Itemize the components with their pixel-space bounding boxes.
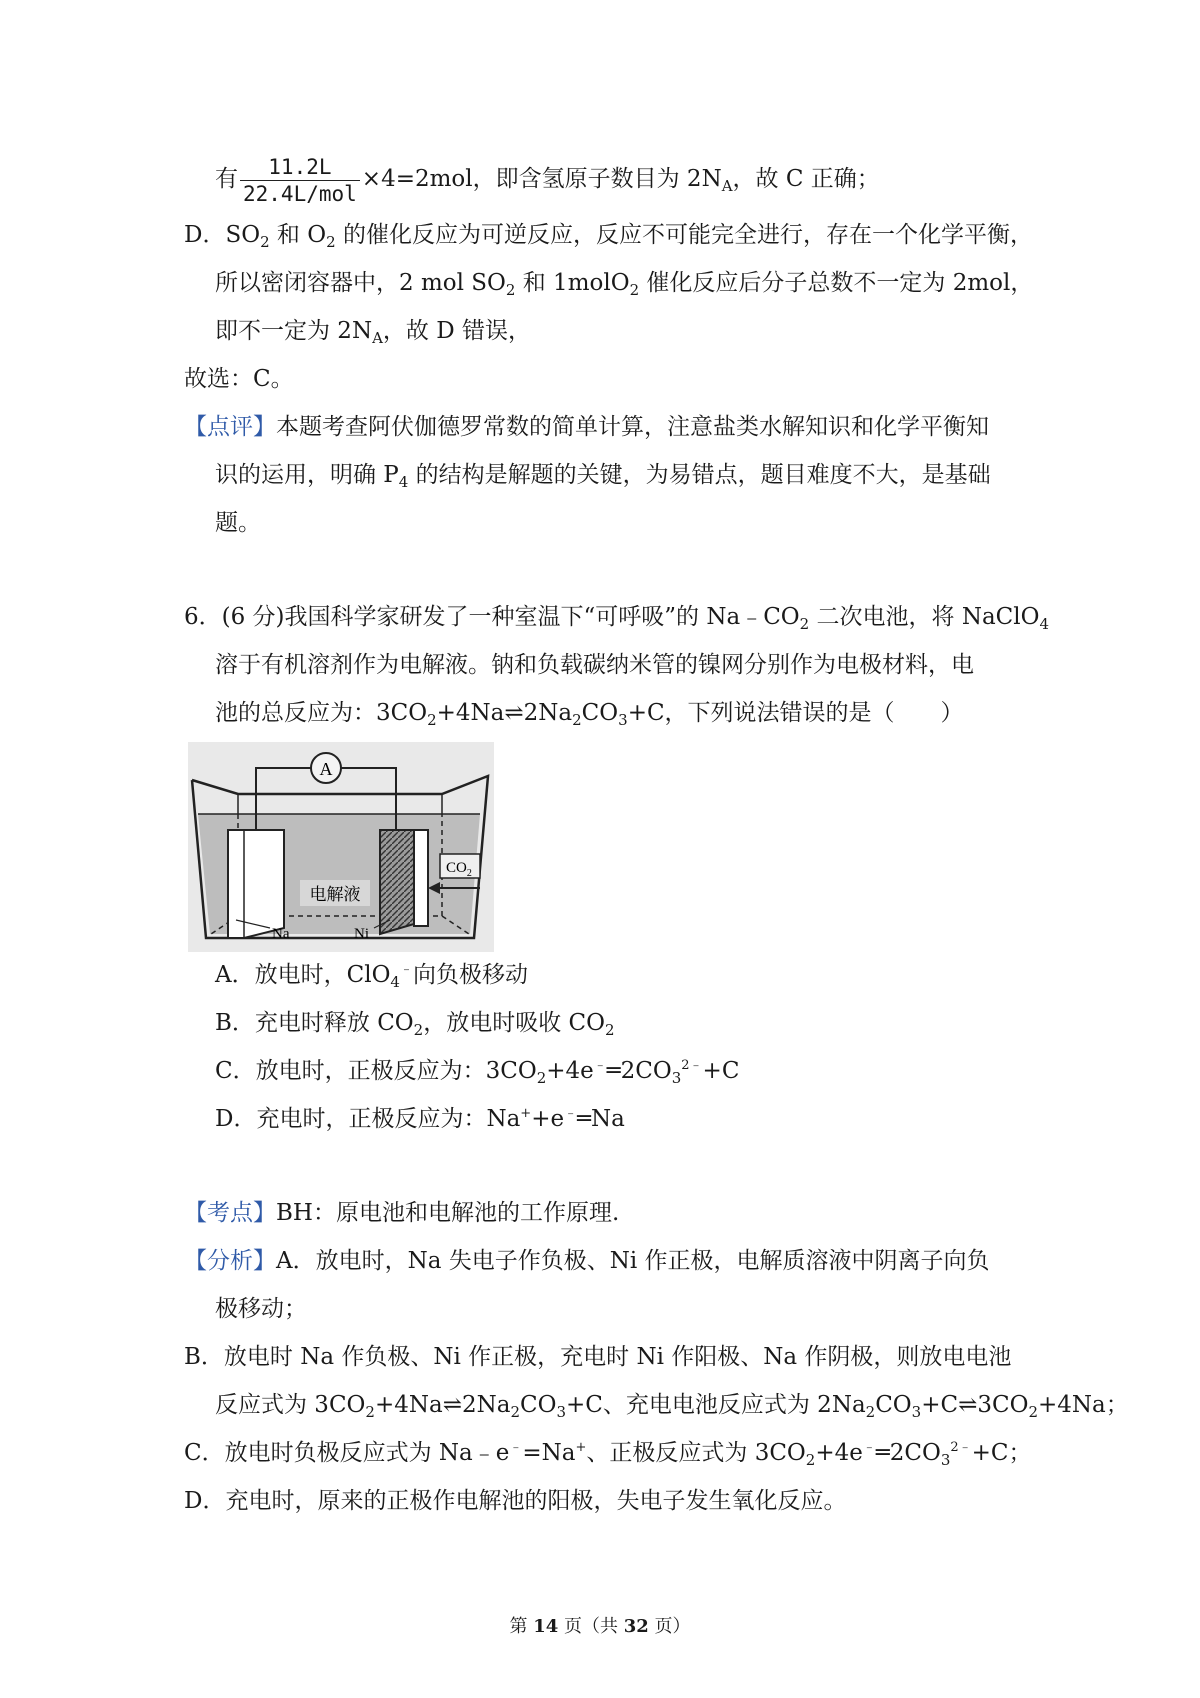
subscript: 2	[865, 1403, 876, 1421]
text: ，故 D 错误，	[382, 318, 531, 344]
fenxi-d-line: D．充电时，原来的正极作电解池的阳极，失电子发生氧化反应。	[184, 1488, 847, 1514]
fenxi-line-2: 极移动；	[215, 1296, 307, 1322]
superscript: 2﹣	[950, 1440, 972, 1455]
superscript: ﹣	[399, 962, 413, 977]
text: CO	[581, 700, 619, 726]
text: 反应式为 3CO	[215, 1392, 366, 1418]
text: =Na	[522, 1440, 576, 1466]
question-line-2: 溶于有机溶剂作为电解液。钠和负载碳纳米管的镍网分别作为电极材料，电	[215, 652, 974, 678]
text: +4Na；	[1038, 1392, 1129, 1418]
subscript: A	[372, 329, 383, 347]
subscript: 2	[799, 615, 810, 633]
text: ═Na	[577, 1106, 625, 1132]
text: 的催化反应为可逆反应，反应不可能完全进行，存在一个化学平衡，	[335, 222, 1033, 248]
choice-c	[215, 1056, 739, 1086]
co2-label: $CO_2$	[446, 860, 472, 879]
text: A．放电时，ClO	[215, 962, 391, 988]
text: 的结构是解题的关键，为易错点，题目难度不大，是基础	[408, 462, 991, 488]
fraction	[240, 154, 360, 207]
text: +C，下列说法错误的是（ ）	[627, 700, 964, 726]
subscript: 2	[365, 1403, 375, 1421]
fenxi-b-line-2	[215, 1390, 1129, 1420]
subscript: 3	[556, 1403, 566, 1421]
text: D．充电时，正极反应为：Na	[215, 1106, 521, 1132]
comment-tag: 【点评】	[184, 414, 276, 440]
subscript: 3	[940, 1451, 951, 1469]
subscript: 2	[1028, 1403, 1038, 1421]
superscript: ﹣	[593, 1058, 607, 1073]
subscript: 3	[618, 711, 628, 729]
fraction-numerator: 11.2L	[240, 154, 360, 181]
subscript: A	[721, 177, 733, 195]
option-d-line-2	[215, 268, 1033, 298]
page-footer	[0, 1612, 1200, 1638]
text: +C⇌3CO	[921, 1392, 1029, 1418]
subscript: 2	[413, 1021, 424, 1039]
text: D．SO	[184, 222, 261, 248]
text: CO	[519, 1392, 557, 1418]
choice-d	[215, 1104, 625, 1134]
superscript: ﹣	[862, 1440, 876, 1455]
text: 6．(6 分)我国科学家研发了一种室温下“可呼吸”的 Na﹣CO	[184, 604, 800, 630]
subscript: 2	[326, 233, 336, 251]
subscript: 3	[911, 1403, 922, 1421]
page-number: 14	[533, 1616, 559, 1637]
superscript: ﹣	[509, 1440, 523, 1455]
text: +C；	[971, 1440, 1032, 1466]
kaodian-line	[184, 1198, 619, 1228]
text: ，故 C 正确；	[732, 166, 880, 192]
text: +4e	[546, 1058, 594, 1084]
comment-line-3: 题。	[215, 510, 261, 536]
text: 所以密闭容器中，2 mol SO	[215, 270, 506, 296]
text: +e	[531, 1106, 565, 1132]
subscript: 3	[671, 1069, 682, 1087]
battery-diagram	[188, 742, 494, 952]
fenxi-tag: 【分析】	[184, 1248, 276, 1274]
text: +C	[702, 1058, 740, 1084]
text: BH：原电池和电解池的工作原理.	[276, 1200, 620, 1226]
fraction-denominator: 22.4L/mol	[243, 181, 357, 206]
text: C．放电时，正极反应为：3CO	[215, 1058, 537, 1084]
text: 识的运用，明确 P	[215, 462, 399, 488]
text: +4e	[815, 1440, 863, 1466]
text: ═2CO	[875, 1440, 941, 1466]
text: C．放电时负极反应式为 Na﹣e	[184, 1440, 510, 1466]
text: B．充电时释放 CO	[215, 1010, 414, 1036]
answer-line: 故选：C。	[184, 366, 294, 392]
kaodian-tag: 【考点】	[184, 1200, 276, 1226]
text: A．放电时，Na 失电子作负极、Ni 作正极，电解质溶液中阴离子向负	[276, 1248, 990, 1274]
subscript: 2	[505, 281, 516, 299]
question-line-3	[215, 698, 964, 728]
choice-b	[215, 1008, 615, 1038]
subscript: 4	[1039, 615, 1050, 633]
subscript: 4	[398, 473, 409, 491]
superscript: ﹣	[564, 1106, 578, 1121]
text: +4Na⇌2Na	[436, 700, 573, 726]
subscript: 2	[536, 1069, 547, 1087]
text: 页（共	[558, 1616, 624, 1637]
text: 有	[215, 166, 238, 192]
text: 向负极移动	[412, 962, 528, 988]
text: 即不一定为 2N	[215, 318, 373, 344]
fraction-line	[215, 150, 880, 208]
question-line-1	[184, 602, 1049, 632]
subscript: 2	[629, 281, 640, 299]
comment-line-2	[215, 460, 991, 490]
comment-line-1	[184, 412, 989, 442]
subscript: 2	[572, 711, 582, 729]
text: 第	[509, 1616, 534, 1637]
text: 池的总反应为：3CO	[215, 700, 428, 726]
fenxi-b-line-1: B．放电时 Na 作负极、Ni 作正极，充电时 Ni 作阳极、Na 作阴极，则放电电池	[184, 1344, 1012, 1370]
na-label: Na	[272, 926, 290, 942]
electrolyte-label: 电解液	[309, 885, 361, 905]
page-total: 32	[623, 1616, 649, 1637]
subscript: 2	[510, 1403, 520, 1421]
text: CO	[875, 1392, 912, 1418]
text: +4Na⇌2Na	[374, 1392, 511, 1418]
subscript: 2	[805, 1451, 816, 1469]
subscript: 2	[427, 711, 437, 729]
choice-a	[215, 960, 528, 990]
option-d-line-3	[215, 316, 531, 346]
fenxi-c-line	[184, 1438, 1032, 1468]
subscript: 2	[260, 233, 270, 251]
text: 本题考查阿伏伽德罗常数的简单计算，注意盐类水解知识和化学平衡知	[276, 414, 989, 440]
text: ×4=2mol，即含氢原子数目为 2N	[361, 166, 722, 192]
superscript: +	[520, 1106, 532, 1121]
text: 催化反应后分子总数不一定为 2mol，	[639, 270, 1034, 296]
text: 页）	[648, 1616, 691, 1637]
fenxi-line-1	[184, 1246, 990, 1276]
subscript: 2	[604, 1021, 615, 1039]
superscript: +	[575, 1440, 587, 1455]
text: ，放电时吸收 CO	[423, 1010, 605, 1036]
text: 二次电池，将 NaClO	[809, 604, 1040, 630]
text: 和 O	[269, 222, 327, 248]
text: +C、充电电池反应式为 2Na	[566, 1392, 866, 1418]
ni-label: Ni	[354, 926, 369, 942]
text: 、正极反应式为 3CO	[586, 1440, 806, 1466]
text: ═2CO	[606, 1058, 672, 1084]
option-d-line-1	[184, 220, 1033, 250]
text: 和 1molO	[515, 270, 630, 296]
subscript: 4	[390, 973, 400, 991]
ammeter-label: A	[319, 759, 333, 779]
superscript: 2﹣	[681, 1058, 703, 1073]
